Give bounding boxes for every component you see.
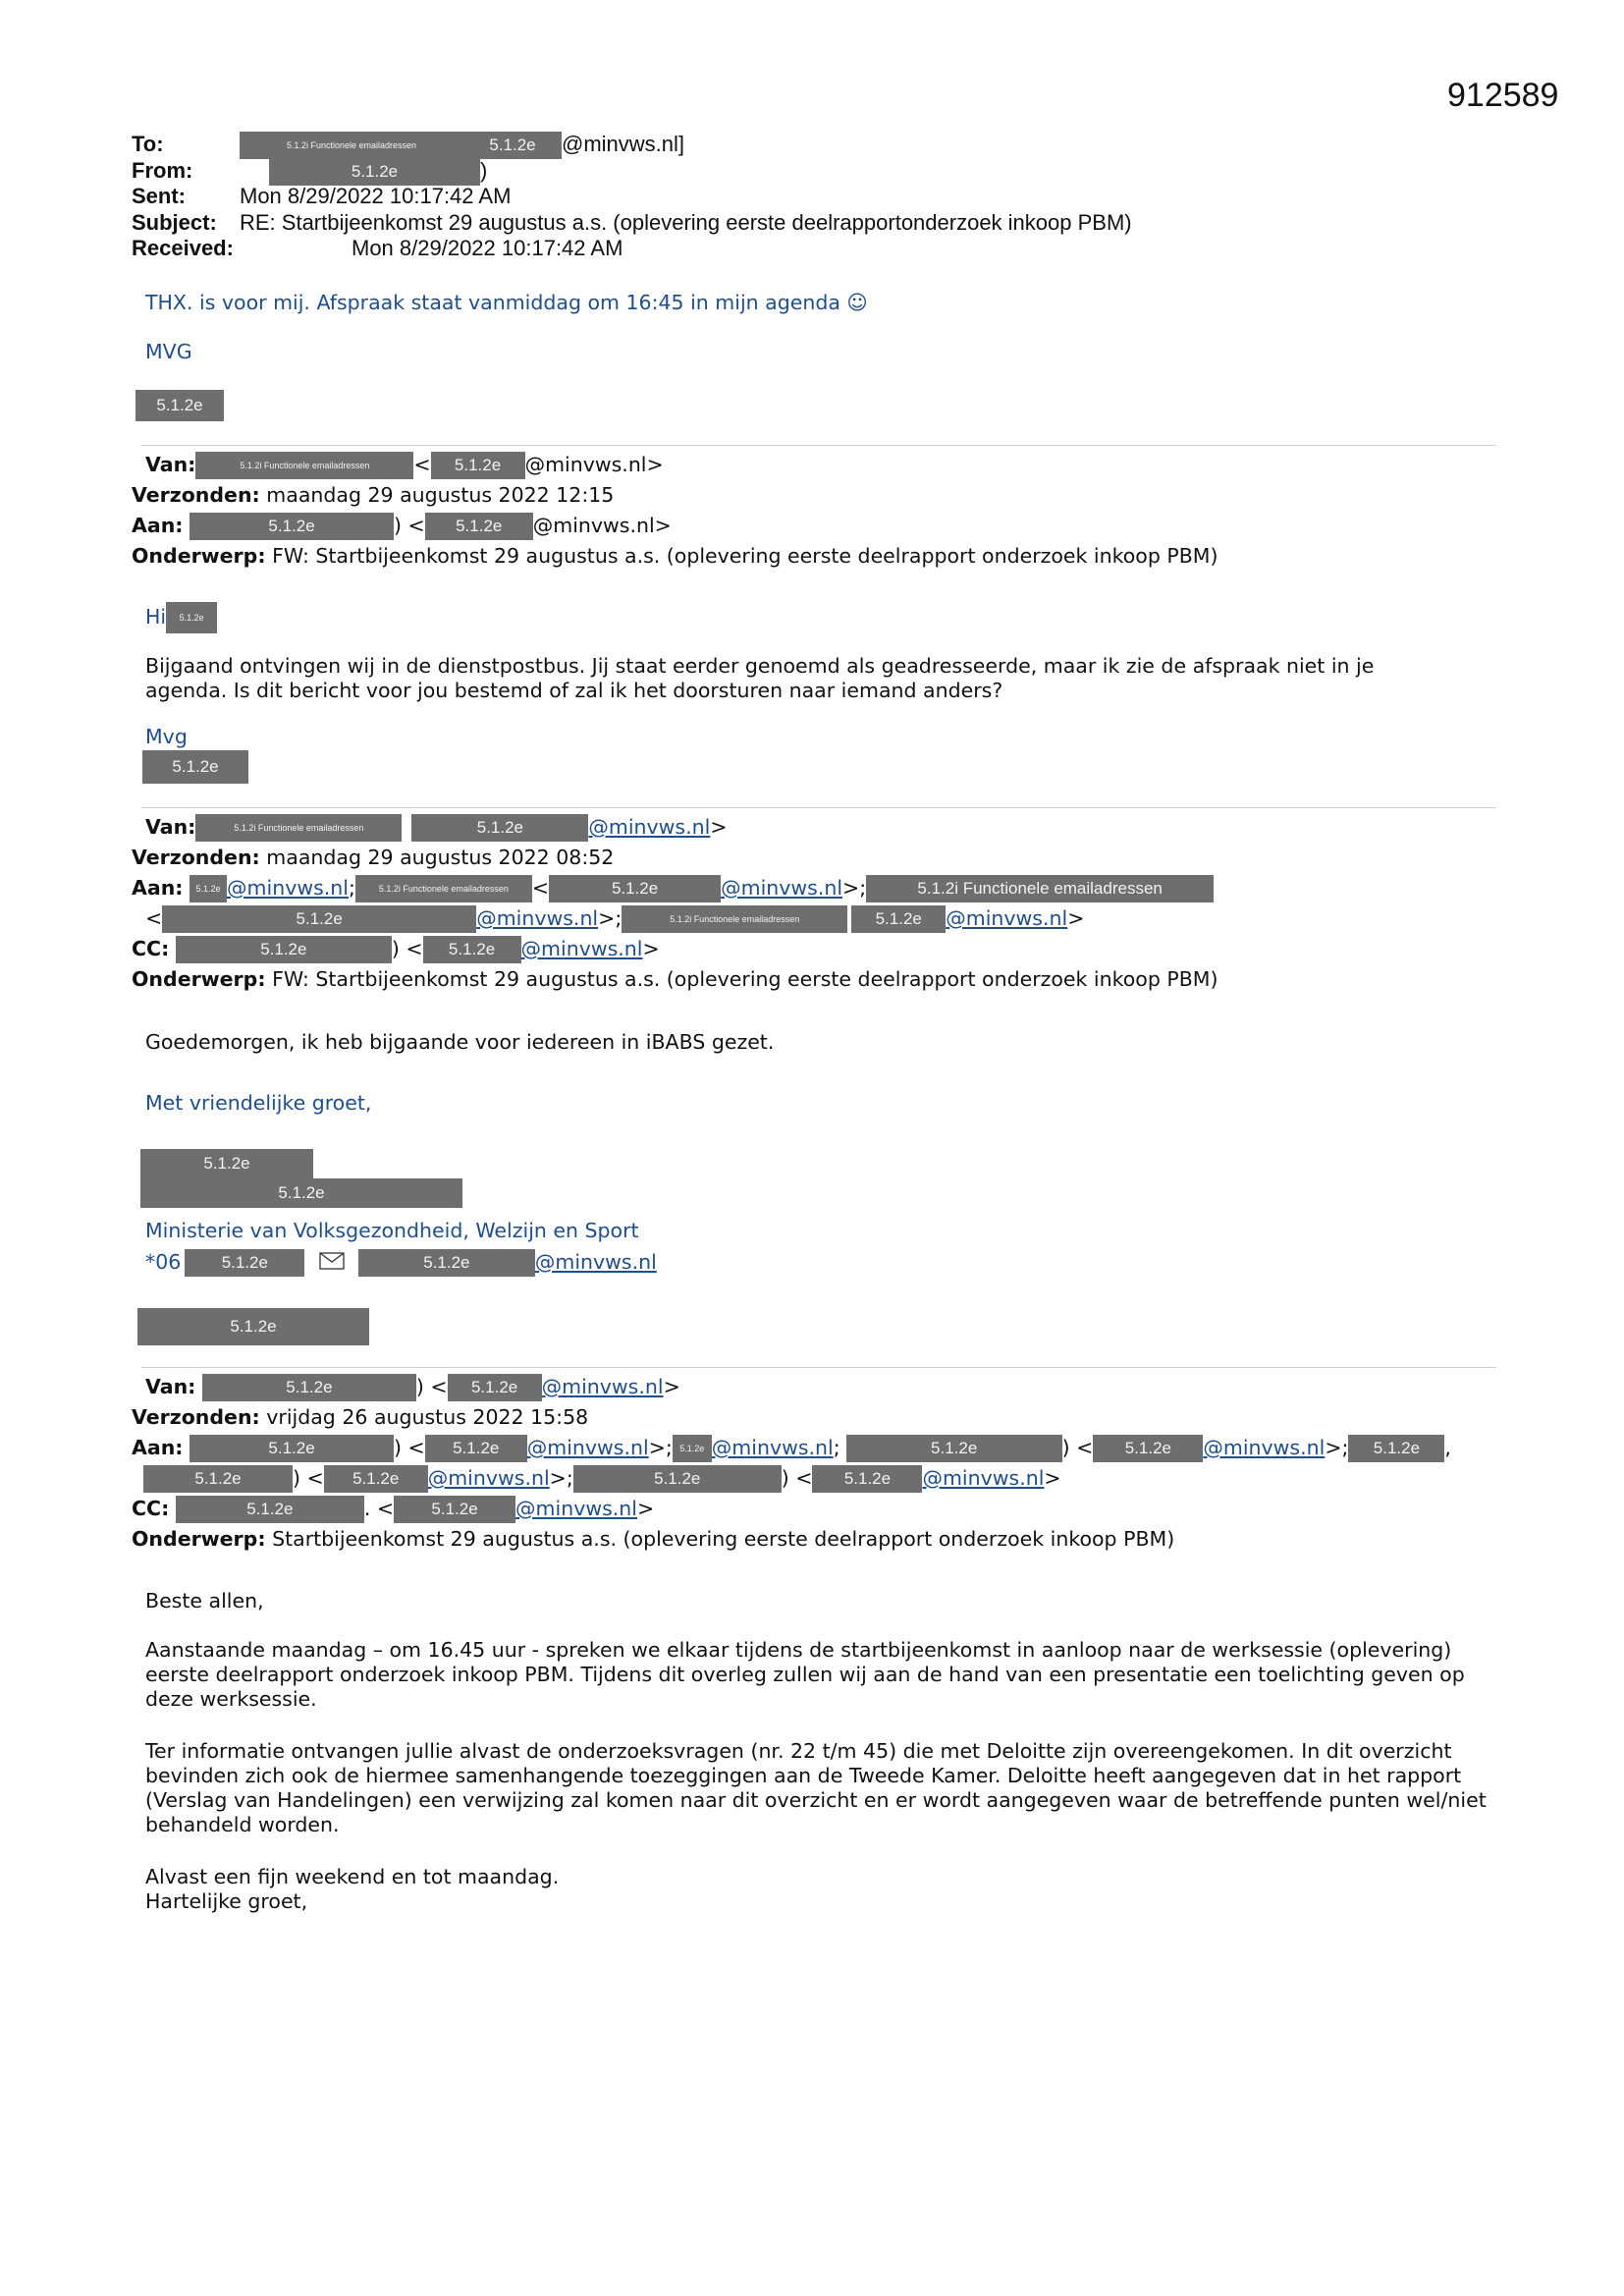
msg3-van-row xyxy=(145,812,728,842)
onderwerp-label: Onderwerp: xyxy=(132,544,266,568)
redaction: 5.1.2e xyxy=(140,1149,313,1178)
van-label: Van: xyxy=(145,453,196,476)
redaction: 5.1.2e xyxy=(358,1249,535,1277)
reply-name xyxy=(135,390,224,421)
header-sent-row xyxy=(132,184,511,209)
sent-label: Sent: xyxy=(132,184,186,208)
sent-value: Mon 8/29/2022 10:17:42 AM xyxy=(240,184,512,208)
msg4-onderwerp-row xyxy=(132,1524,1174,1554)
redaction: 5.1.2e xyxy=(812,1465,922,1493)
msg2-sign: Mvg xyxy=(145,725,188,748)
email-link[interactable]: @minvws.nl xyxy=(534,1250,657,1274)
separator-line xyxy=(141,445,1496,446)
msg4-closing-2: Hartelijke groet, xyxy=(145,1889,308,1913)
separator: >; xyxy=(549,1466,573,1490)
msg3-extra xyxy=(137,1308,369,1345)
redaction: 5.1.2e xyxy=(137,1308,369,1345)
separator: >; xyxy=(648,1436,673,1459)
redaction: 5.1.2e xyxy=(324,1465,428,1493)
separator: >; xyxy=(1325,1436,1349,1459)
msg4-cc-row xyxy=(132,1494,654,1523)
gt: > xyxy=(1044,1466,1061,1490)
separator: ) < xyxy=(1061,1436,1094,1459)
redaction: 5.1.2i Functionele emailadressen xyxy=(355,875,532,902)
document-number: 912589 xyxy=(1447,77,1559,114)
redaction: 5.1.2e xyxy=(143,1465,293,1493)
msg2-aan-row xyxy=(132,511,672,540)
msg4-paragraph-2: Ter informatie ontvangen jullie alvast de onderzoeksvragen (nr. 22 t/m 45) die met Deloitte zijn overeengekomen. In dit overzicht bevinden zich ook de hiermee samenhangende toezeggingen aan de Tweede Kamer. Deloitte heeft aangegeven dat in het rapport (Verslag van Handelingen) een verwijzing zal komen naar dit overzicht en er wordt aangegeven waar de betreffende punten wel/niet behandeld worden. xyxy=(145,1739,1487,1836)
email-link[interactable]: @minvws.nl xyxy=(946,906,1068,930)
email-link[interactable]: @minvws.nl xyxy=(526,1436,649,1459)
redaction: 5.1.2i Functionele emailadressen xyxy=(622,905,847,933)
separator: ) < xyxy=(415,1375,448,1398)
msg2-body: Bijgaand ontvingen wij in de dienstpostbus. Jij staat eerder genoemd als geadresseerde, maar ik zie de afspraak niet in je agenda. Is dit bericht voor jou bestemd of zal ik het doorsturen naar iemand anders? xyxy=(145,654,1375,702)
separator: ) < xyxy=(394,514,425,537)
from-label: From: xyxy=(132,158,193,183)
gt: > xyxy=(710,815,728,839)
redaction: 5.1.2e xyxy=(142,750,248,784)
separator: , xyxy=(1444,1436,1451,1459)
msg2-hi xyxy=(145,602,217,633)
msg4-aan2-row xyxy=(143,1463,1061,1493)
envelope-icon xyxy=(319,1248,345,1278)
redaction: 5.1.2e xyxy=(448,1374,542,1401)
msg3-aan-row xyxy=(132,873,1214,902)
msg3-cc-row xyxy=(132,934,660,963)
redaction: 5.1.2e xyxy=(162,905,476,933)
redaction: 5.1.2e xyxy=(394,1496,515,1523)
van-label: Van: xyxy=(145,815,196,839)
header-to-row xyxy=(132,132,684,159)
msg3-contact-row xyxy=(145,1247,657,1278)
separator: ) < xyxy=(391,937,423,960)
lt: < xyxy=(531,876,550,900)
msg4-paragraph-1: Aanstaande maandag – om 16.45 uur - spreken we elkaar tijdens de startbijeenkomst in aanloop naar de werksessie (oplevering) eerste deelrapport onderzoek inkoop PBM. Tijdens dit overleg zullen wij aan de hand van een presentatie een toelichting geven op deze werksessie. xyxy=(145,1638,1465,1711)
separator-line xyxy=(141,1367,1496,1368)
separator-line xyxy=(141,807,1496,808)
reply-body: THX. is voor mij. Afspraak staat vanmiddag om 16:45 in mijn agenda ☺ xyxy=(145,291,868,314)
redaction: 5.1.2e xyxy=(140,1178,462,1208)
to-domain: @minvws.nl] xyxy=(562,132,685,156)
subject-label: Subject: xyxy=(132,210,217,235)
msg3-onderwerp-row xyxy=(132,964,1218,994)
separator: ; xyxy=(348,876,355,900)
redaction: 5.1.2e xyxy=(176,1496,364,1523)
redaction: 5.1.2e xyxy=(463,132,562,159)
redaction: 5.1.2e xyxy=(135,390,224,421)
lt: < xyxy=(145,906,163,930)
verzonden-value: maandag 29 augustus 2022 08:52 xyxy=(266,846,615,869)
email-link[interactable]: @minvws.nl xyxy=(541,1375,664,1398)
subject-value: RE: Startbijeenkomst 29 augustus a.s. (oplevering eerste deelrapportonderzoek inkoop PBM) xyxy=(240,210,1132,235)
gt: > xyxy=(663,1375,680,1398)
redaction: 5.1.2e xyxy=(189,1435,394,1462)
aan-label: Aan: xyxy=(132,876,184,900)
redaction: 5.1.2e xyxy=(425,513,533,540)
redaction: 5.1.2e xyxy=(1348,1435,1444,1462)
received-value: Mon 8/29/2022 10:17:42 AM xyxy=(352,236,623,260)
verzonden-label: Verzonden: xyxy=(132,1405,260,1429)
onderwerp-value: FW: Startbijeenkomst 29 augustus a.s. (oplevering eerste deelrapport onderzoek inkoop PBM) xyxy=(272,544,1218,568)
onderwerp-value: Startbijeenkomst 29 augustus a.s. (oplevering eerste deelrapport onderzoek inkoop PBM) xyxy=(272,1527,1175,1551)
email-link[interactable]: @minvws.nl xyxy=(427,1466,550,1490)
msg3-body: Goedemorgen, ik heb bijgaande voor iedereen in iBABS gezet. xyxy=(145,1030,775,1054)
header-subject-row xyxy=(132,210,1132,236)
email-link[interactable]: @minvws.nl xyxy=(515,1497,637,1520)
email-link[interactable]: @minvws.nl xyxy=(476,906,599,930)
redaction: 5.1.2e xyxy=(269,158,480,186)
msg2-verzonden-row xyxy=(132,480,614,510)
separator: >; xyxy=(598,906,623,930)
redaction: 5.1.2e xyxy=(851,905,946,933)
email-link[interactable]: @minvws.nl xyxy=(1203,1436,1326,1459)
verzonden-label: Verzonden: xyxy=(132,846,260,869)
email-link[interactable]: @minvws.nl xyxy=(520,937,643,960)
separator: ) < xyxy=(781,1466,813,1490)
redaction: 5.1.2e xyxy=(846,1435,1062,1462)
email-link[interactable]: @minvws.nl xyxy=(711,1436,834,1459)
to-label: To: xyxy=(132,132,164,156)
separator: ; xyxy=(833,1436,840,1459)
msg3-ministry: Ministerie van Volksgezondheid, Welzijn en Sport xyxy=(145,1219,639,1242)
redaction: 5.1.2e xyxy=(1093,1435,1203,1462)
gt: > xyxy=(637,1497,655,1520)
msg4-aan-row xyxy=(132,1433,1451,1462)
email-link[interactable]: @minvws.nl xyxy=(227,876,349,900)
redaction: 5.1.2e xyxy=(423,936,521,963)
msg2-van-row xyxy=(145,450,664,479)
gt: > xyxy=(1067,906,1085,930)
hi-text: Hi xyxy=(145,605,167,629)
redaction: 5.1.2i Functionele emailadressen xyxy=(195,452,413,479)
email-link[interactable]: @minvws.nl xyxy=(721,876,843,900)
aan-domain: @minvws.nl> xyxy=(532,514,672,537)
email-link[interactable]: @minvws.nl xyxy=(922,1466,1045,1490)
msg3-verzonden-row xyxy=(132,843,614,872)
redaction: 5.1.2e xyxy=(573,1465,782,1493)
redaction: 5.1.2e xyxy=(185,1249,304,1277)
onderwerp-label: Onderwerp: xyxy=(132,1527,266,1551)
onderwerp-label: Onderwerp: xyxy=(132,967,266,991)
redaction: 5.1.2e xyxy=(549,875,721,902)
msg2-onderwerp-row xyxy=(132,541,1218,571)
from-tail: ) xyxy=(480,158,488,183)
header-from-row xyxy=(132,158,487,186)
separator: ) < xyxy=(293,1466,324,1490)
redaction: 5.1.2e xyxy=(189,513,394,540)
redaction: 5.1.2e xyxy=(189,875,227,902)
redaction: 5.1.2i Functionele emailadressen xyxy=(866,875,1214,902)
gt: > xyxy=(642,937,660,960)
redaction: 5.1.2e xyxy=(411,814,588,842)
cc-label: CC: xyxy=(132,1497,170,1520)
header-received-row xyxy=(132,236,623,261)
msg4-salutation: Beste allen, xyxy=(145,1589,264,1613)
redaction: 5.1.2e xyxy=(673,1435,712,1462)
received-label: Received: xyxy=(132,236,234,260)
msg4-verzonden-row xyxy=(132,1402,588,1432)
redaction: 5.1.2e xyxy=(202,1374,416,1401)
redaction: 5.1.2e xyxy=(176,936,392,963)
phone-prefix: *06 xyxy=(145,1250,182,1274)
separator: . < xyxy=(363,1497,395,1520)
verzonden-value: maandag 29 augustus 2022 12:15 xyxy=(266,483,615,507)
msg2-sign-name xyxy=(142,750,248,784)
msg3-aan2-row xyxy=(145,903,1084,933)
separator: ) < xyxy=(394,1436,425,1459)
van-domain: @minvws.nl> xyxy=(524,453,664,476)
aan-label: Aan: xyxy=(132,514,184,537)
msg3-sig-name xyxy=(140,1149,313,1178)
cc-label: CC: xyxy=(132,937,170,960)
reply-sign: MVG xyxy=(145,340,192,363)
lt: < xyxy=(413,453,431,476)
msg4-van-row xyxy=(145,1372,680,1401)
redaction: 5.1.2e xyxy=(425,1435,527,1462)
verzonden-value: vrijdag 26 augustus 2022 15:58 xyxy=(266,1405,589,1429)
msg3-greeting: Met vriendelijke groet, xyxy=(145,1091,372,1115)
verzonden-label: Verzonden: xyxy=(132,483,260,507)
redaction: 5.1.2e xyxy=(431,452,525,479)
onderwerp-value: FW: Startbijeenkomst 29 augustus a.s. (oplevering eerste deelrapport onderzoek inkoop PBM) xyxy=(272,967,1218,991)
redaction: 5.1.2i Functionele emailadressen xyxy=(195,814,402,842)
aan-label: Aan: xyxy=(132,1436,184,1459)
separator: >; xyxy=(842,876,867,900)
redaction: 5.1.2e xyxy=(166,602,217,633)
msg4-closing-1: Alvast een fijn weekend en tot maandag. xyxy=(145,1865,560,1888)
van-label: Van: xyxy=(145,1375,196,1398)
redaction: 5.1.2i Functionele emailadressen xyxy=(240,132,463,159)
email-link[interactable]: @minvws.nl xyxy=(588,815,711,839)
msg3-sig-title xyxy=(140,1178,462,1208)
